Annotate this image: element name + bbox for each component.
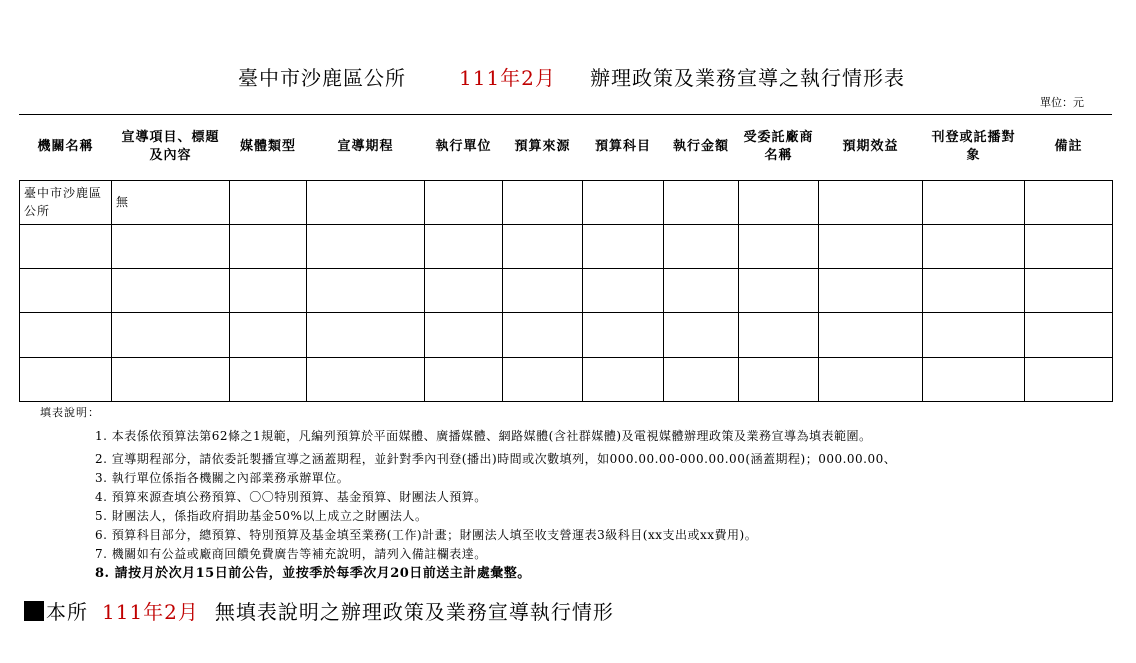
header-amount: 執行金額 — [672, 138, 729, 154]
table-cell — [425, 180, 503, 224]
table-cell — [739, 357, 819, 401]
header-schedule: 宣導期程 — [337, 138, 394, 154]
header-budget-source: 預算來源 — [514, 138, 571, 154]
table-cell — [819, 313, 923, 357]
table-cell — [20, 224, 112, 268]
table-cell — [503, 180, 583, 224]
notes-list — [95, 427, 896, 583]
table-cell — [20, 313, 112, 357]
table-cell — [1025, 357, 1113, 401]
summary-period: 111年2月 — [102, 600, 199, 624]
table-row — [20, 180, 1113, 224]
note-item: 5. 財團法人，係指政府捐助基金50%以上成立之財團法人。 — [95, 509, 428, 523]
table-cell — [1025, 269, 1113, 313]
table-cell — [819, 269, 923, 313]
table-cell — [112, 313, 230, 357]
table-cell — [20, 269, 112, 313]
table-cell — [112, 357, 230, 401]
note-item: 8. 請按月於次月15日前公告，並按季於每季次月20日前送主計處彙整。 — [95, 566, 531, 581]
table-cell — [664, 180, 739, 224]
table-row — [20, 313, 1113, 357]
table-cell — [1025, 224, 1113, 268]
table-cell — [819, 357, 923, 401]
table-cell — [230, 313, 307, 357]
table-cell — [307, 269, 425, 313]
table-cell — [739, 224, 819, 268]
note-item: 2. 宣導期程部分，請依委託製播宣導之涵蓋期程，並針對季內刊登(播出)時間或次數填列，如000.00.00-000.00.00(涵蓋期程)；000.00.00、 — [95, 452, 897, 466]
table-cell — [923, 269, 1025, 313]
table-row — [20, 357, 1113, 401]
header-remarks: 備註 — [1054, 138, 1083, 154]
header-agency: 機關名稱 — [37, 138, 94, 154]
table-cell — [425, 269, 503, 313]
table-cell — [664, 357, 739, 401]
header-vendor: 受委託廠商名稱 — [743, 129, 814, 163]
table-cell — [425, 313, 503, 357]
table-cell — [503, 313, 583, 357]
table-cell — [923, 180, 1025, 224]
table-cell — [923, 224, 1025, 268]
table-cell — [230, 224, 307, 268]
title-org: 臺中市沙鹿區公所 — [238, 66, 406, 90]
table-cell — [923, 313, 1025, 357]
table-cell — [112, 224, 230, 268]
table-cell — [307, 357, 425, 401]
note-item: 1. 本表係依預算法第62條之1規範，凡編列預算於平面媒體、廣播媒體、網路媒體(含社群媒體)及電視媒體辦理政策及業務宣導為填表範圍。 — [95, 429, 872, 443]
table-cell — [503, 269, 583, 313]
table-cell — [307, 313, 425, 357]
notes-heading: 填表說明： — [40, 406, 100, 419]
table-cell — [503, 224, 583, 268]
summary-statement — [24, 596, 614, 625]
table-cell — [503, 357, 583, 401]
page-title — [0, 62, 1136, 92]
table-row — [20, 224, 1113, 268]
table-cell — [1025, 180, 1113, 224]
table-cell — [583, 357, 664, 401]
header-item: 宣導項目、標題及內容 — [121, 129, 220, 163]
table-cell: 無 — [112, 180, 230, 224]
square-bullet-icon — [24, 601, 44, 621]
table-cell: 臺中市沙鹿區公所 — [20, 180, 112, 224]
note-item: 7. 機關如有公益或廠商回饋免費廣告等補充說明，請列入備註欄表達。 — [95, 547, 487, 561]
table-cell — [739, 180, 819, 224]
table-cell — [425, 224, 503, 268]
header-expected-benefit: 預期效益 — [842, 138, 899, 154]
title-period: 111年2月 — [459, 66, 556, 90]
table-cell — [230, 357, 307, 401]
note-item: 6. 預算科目部分，總預算、特別預算及基金填至業務(工作)計畫；財團法人填至收支營運表3級科目(xx支出或xx費用)。 — [95, 528, 758, 542]
summary-prefix: 本所 — [46, 600, 88, 624]
table-cell — [1025, 313, 1113, 357]
summary-text: 無填表說明之辦理政策及業務宣導執行情形 — [214, 600, 614, 624]
header-media-type: 媒體類型 — [239, 138, 296, 154]
table-header-row — [20, 114, 1113, 180]
table-cell — [664, 269, 739, 313]
table-cell — [583, 224, 664, 268]
header-exec-unit: 執行單位 — [435, 138, 492, 154]
table-cell — [664, 313, 739, 357]
execution-table — [19, 114, 1113, 402]
note-item: 3. 執行單位係指各機關之內部業務承辦單位。 — [95, 471, 350, 485]
table-cell — [230, 269, 307, 313]
table-cell — [664, 224, 739, 268]
table-cell — [923, 357, 1025, 401]
header-budget-account: 預算科目 — [594, 138, 651, 154]
table-cell — [819, 224, 923, 268]
table-cell — [112, 269, 230, 313]
table-cell — [583, 313, 664, 357]
table-cell — [425, 357, 503, 401]
table-cell — [583, 269, 664, 313]
table-cell — [230, 180, 307, 224]
table-cell — [20, 357, 112, 401]
title-name: 辦理政策及業務宣導之執行情形表 — [590, 66, 905, 90]
table-cell — [739, 313, 819, 357]
header-target: 刊登或託播對象 — [931, 129, 1016, 163]
note-item: 4. 預算來源查填公務預算、〇〇特別預算、基金預算、財團法人預算。 — [95, 490, 487, 504]
table-cell — [583, 180, 664, 224]
unit-label: 單位：元 — [1040, 96, 1084, 109]
table-cell — [739, 269, 819, 313]
table-cell — [819, 180, 923, 224]
table-cell — [307, 224, 425, 268]
table-cell — [307, 180, 425, 224]
table-row — [20, 269, 1113, 313]
